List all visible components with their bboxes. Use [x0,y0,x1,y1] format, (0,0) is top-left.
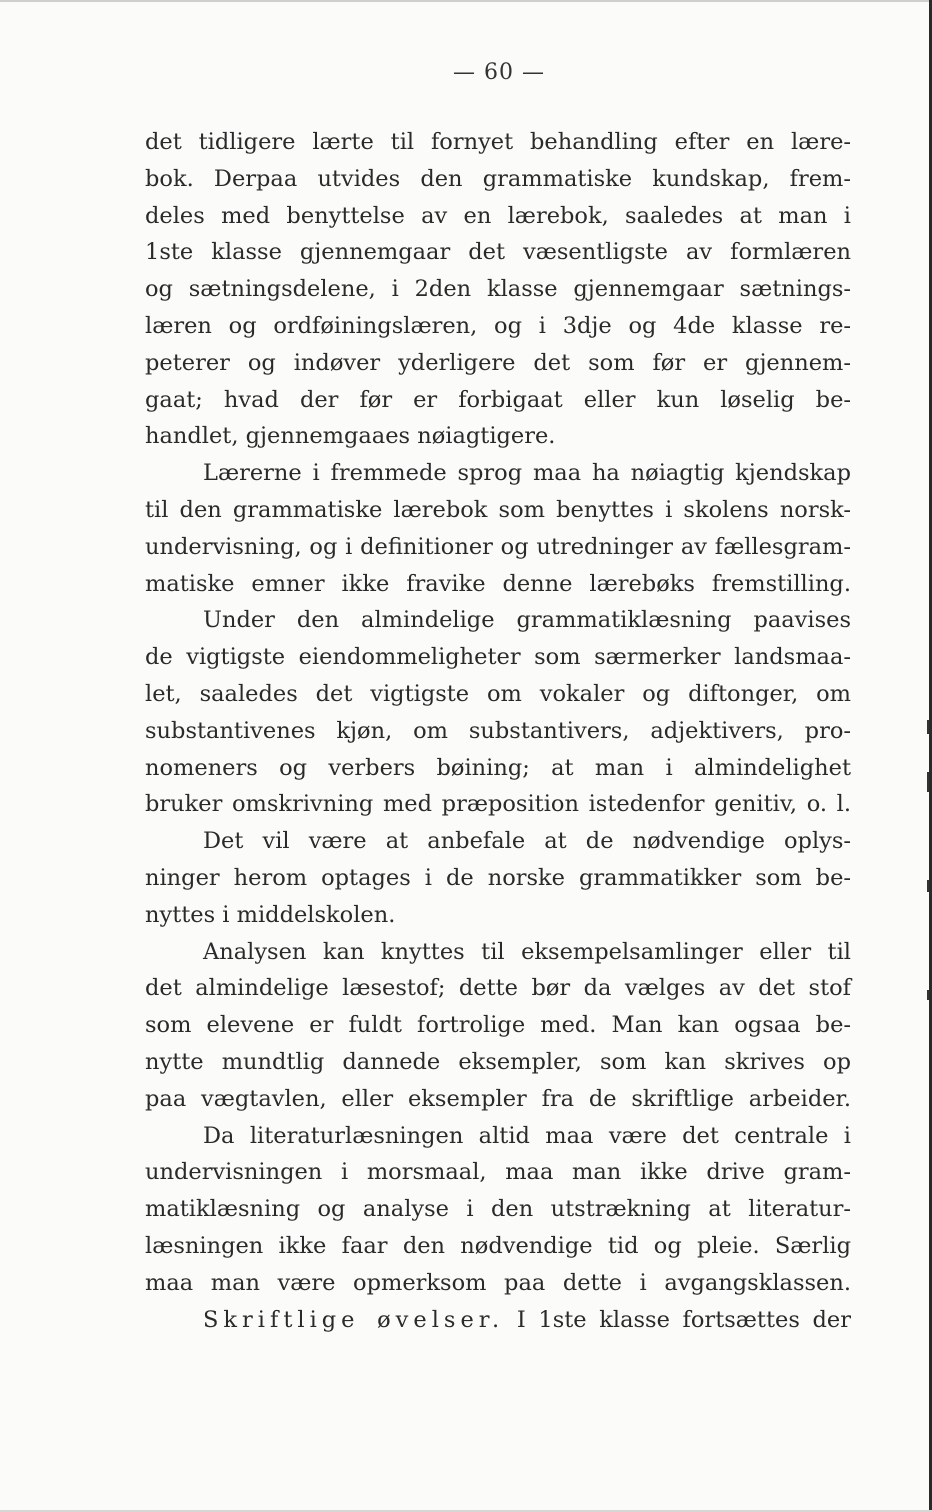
edge-mark [927,720,929,734]
text-line: læsningen ikke faar den nødvendige tid og pleie. Særlig [145,1232,851,1259]
text-line-section-start [145,1302,851,1339]
text-line: ninger herom optages i de norske grammatikker som be- [145,864,851,891]
text-line: bok. Derpaa utvides den grammatiske kundskap, frem- [145,165,851,192]
edge-mark [927,880,929,892]
section-heading-continuation: I 1ste klasse fortsættes der [504,1306,851,1333]
text-line: peterer og indøver yderligere det som før er gjennem- [145,349,851,376]
text-line: som elevene er fuldt fortrolige med. Man kan ogsaa be- [145,1012,851,1039]
text-line: 1ste klasse gjennemgaar det væsentligste av formlæren [145,239,851,266]
text-line: Analysen kan knyttes til eksempelsamlinger eller til [203,938,851,965]
page-number: — 60 — [453,60,545,85]
text-line: maa man være opmerksom paa dette i avgangsklassen. [145,1269,851,1296]
text-line: Det vil være at anbefale at de nødvendige oplys- [203,828,851,855]
text-line: matiklæsning og analyse i den utstrækning at literatur- [145,1196,851,1223]
text-line: Under den almindelige grammatiklæsning paavises [203,607,851,634]
text-line: substantivenes kjøn, om substantivers, adjektivers, pro- [145,717,851,744]
edge-mark [927,990,929,1000]
text-line: let, saaledes det vigtigste om vokaler og diftonger, om [145,680,851,707]
text-line: og sætningsdelene, i 2den klasse gjennemgaar sætnings- [145,276,851,303]
body-text [145,124,851,1338]
text-line: Da literaturlæsningen altid maa være det centrale i [203,1122,851,1149]
text-line: deles med benyttelse av en lærebok, saaledes at man i [145,202,851,229]
text-line: matiske emner ikke fravike denne lærebøks fremstilling. [145,570,851,597]
text-line: paa vægtavlen, eller eksempler fra de skriftlige arbeider. [145,1085,851,1112]
text-line: Lærerne i fremmede sprog maa ha nøiagtig kjendskap [203,460,851,487]
text-line: det almindelige læsestof; dette bør da vælges av det stof [145,975,851,1002]
text-line: nyttes i middelskolen. [145,901,396,928]
text-line: undervisningen i morsmaal, maa man ikke drive gram- [145,1159,851,1186]
text-line: de vigtigste eiendommeligheter som særmerker landsmaa- [145,644,851,671]
text-line: handlet, gjennemgaaes nøiagtigere. [145,423,556,450]
text-line: læren og ordføiningslæren, og i 3dje og 4de klasse re- [145,312,851,339]
section-heading: Skriftlige øvelser. [203,1306,505,1333]
text-line: bruker omskrivning med præposition istedenfor genitiv, o. l. [145,791,851,818]
text-line: det tidligere lærte til fornyet behandling efter en lære- [145,129,851,155]
edge-mark [927,772,929,792]
text-line: nomeners og verbers bøining; at man i almindelighet [145,754,851,781]
text-line: undervisning, og i definitioner og utredninger av fællesgram- [145,533,851,560]
page-top-edge [0,0,932,2]
text-line: gaat; hvad der før er forbigaat eller kun løselig be- [145,386,851,413]
text-line: nytte mundtlig dannede eksempler, som kan skrives op [145,1048,851,1075]
text-line: til den grammatiske lærebok som benyttes i skolens norsk- [145,496,851,523]
